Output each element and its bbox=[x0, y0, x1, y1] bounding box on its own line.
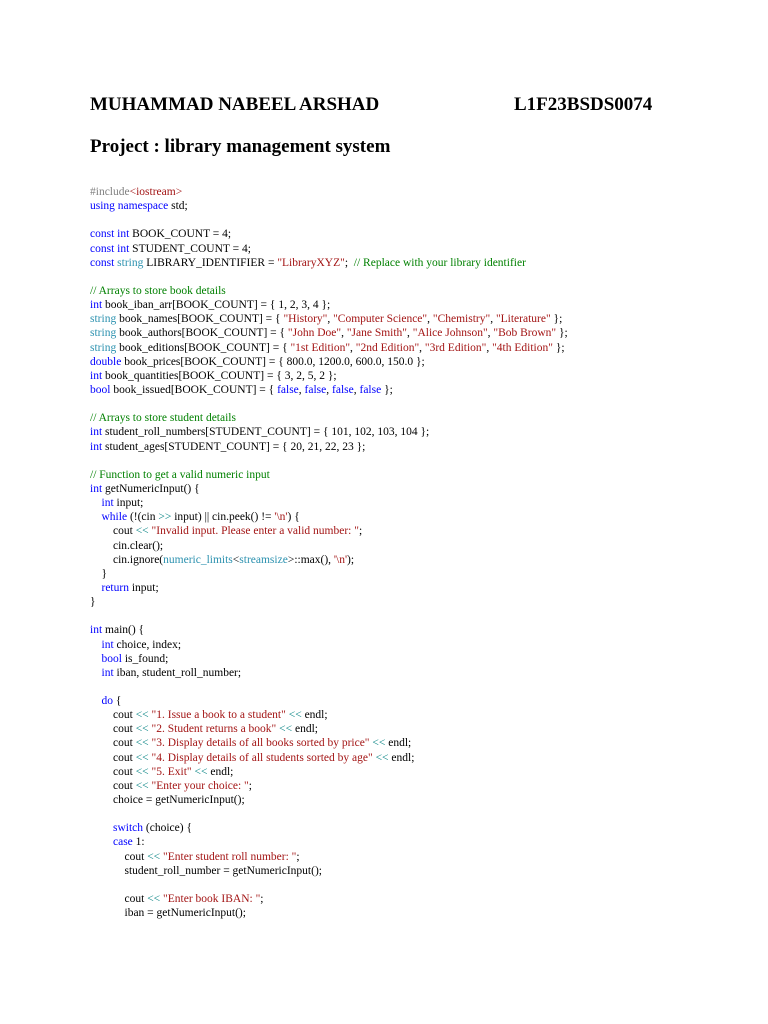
code-token: const int bbox=[90, 242, 130, 255]
code-line bbox=[90, 722, 750, 736]
code-line bbox=[90, 736, 750, 750]
code-token: "John Doe" bbox=[287, 327, 342, 340]
code-line bbox=[90, 482, 750, 496]
code-token: cout bbox=[90, 525, 136, 538]
code-line bbox=[90, 524, 750, 538]
code-token bbox=[90, 639, 102, 651]
code-token: (!(cin bbox=[127, 511, 159, 524]
code-token bbox=[90, 667, 102, 679]
code-line bbox=[90, 793, 750, 807]
code-line bbox=[90, 227, 750, 241]
code-token: '\n' bbox=[274, 511, 288, 524]
code-token: << bbox=[372, 737, 386, 750]
code-token: false bbox=[304, 383, 327, 396]
code-token: false bbox=[359, 383, 382, 396]
code-token: double bbox=[90, 355, 122, 368]
code-line bbox=[90, 835, 750, 849]
code-token: ; bbox=[260, 893, 264, 906]
code-line bbox=[90, 864, 750, 878]
code-token: << bbox=[135, 709, 149, 722]
code-token bbox=[90, 511, 102, 523]
code-token: } bbox=[90, 567, 108, 580]
code-token: cout bbox=[90, 737, 136, 750]
code-line bbox=[90, 440, 750, 454]
code-token: ) { bbox=[287, 511, 300, 524]
code-token: , bbox=[298, 383, 305, 396]
code-token: "Alice Johnson" bbox=[412, 327, 488, 340]
code-token: int bbox=[90, 624, 103, 637]
code-line bbox=[90, 312, 750, 326]
code-token: student_ages[STUDENT_COUNT] = { 20, 21, 22, 23 }; bbox=[102, 440, 366, 453]
code-token: , bbox=[427, 313, 433, 326]
code-token: <iostream> bbox=[129, 186, 183, 198]
code-token: while bbox=[101, 511, 128, 524]
code-token: is_found; bbox=[121, 652, 169, 665]
code-token: // Arrays to store book details bbox=[90, 284, 226, 297]
code-token: STUDENT_COUNT = 4; bbox=[129, 242, 251, 255]
code-line bbox=[90, 425, 750, 439]
code-token: LIBRARY_IDENTIFIER = bbox=[143, 256, 278, 269]
code-token: ; bbox=[248, 779, 252, 792]
code-token: book_iban_arr[BOOK_COUNT] = { 1, 2, 3, 4 }; bbox=[102, 299, 331, 312]
code-token: << bbox=[375, 751, 389, 764]
code-token: cout bbox=[90, 723, 136, 736]
code-line bbox=[90, 213, 750, 227]
code-token: endl; bbox=[292, 723, 318, 736]
code-token: , bbox=[341, 327, 347, 340]
code-token: cout bbox=[90, 779, 136, 792]
code-token: book_names[BOOK_COUNT] = { bbox=[116, 313, 284, 326]
code-token: , bbox=[487, 327, 494, 340]
code-token: bool bbox=[90, 383, 111, 396]
code-line bbox=[90, 680, 750, 694]
code-token bbox=[90, 653, 102, 665]
code-token: false bbox=[332, 383, 354, 396]
code-token: // Arrays to store student details bbox=[90, 412, 236, 425]
code-token: cout bbox=[90, 893, 148, 906]
code-token: endl; bbox=[301, 709, 328, 722]
code-token: "Jane Smith" bbox=[346, 327, 408, 340]
code-token: "Literature" bbox=[495, 313, 551, 326]
code-token: << bbox=[147, 893, 161, 906]
code-token: "1. Issue a book to a student" bbox=[151, 709, 286, 722]
code-token: "3. Display details of all books sorted by price" bbox=[151, 737, 370, 750]
code-line bbox=[90, 298, 750, 312]
code-line bbox=[90, 397, 750, 411]
code-line bbox=[90, 270, 750, 284]
code-token: cin.ignore( bbox=[90, 553, 164, 566]
code-line bbox=[90, 906, 750, 920]
code-token: "LibraryXYZ" bbox=[277, 256, 345, 269]
code-token: }; bbox=[381, 383, 393, 396]
code-line bbox=[90, 807, 750, 821]
code-token: } bbox=[90, 596, 96, 609]
code-token: book_prices[BOOK_COUNT] = { 800.0, 1200.0, 600.0, 150.0 }; bbox=[121, 355, 425, 368]
code-token: << bbox=[135, 765, 149, 778]
code-token: << bbox=[279, 723, 293, 736]
code-token: cout bbox=[90, 850, 148, 863]
code-line bbox=[90, 779, 750, 793]
code-token: // Function to get a valid numeric input bbox=[90, 468, 270, 481]
code-token: "Bob Brown" bbox=[493, 327, 557, 340]
code-token: using namespace bbox=[90, 200, 169, 213]
code-token: << bbox=[135, 779, 149, 792]
code-token: getNumericInput() { bbox=[102, 482, 200, 495]
code-token: << bbox=[194, 765, 208, 778]
code-line bbox=[90, 609, 750, 623]
code-line bbox=[90, 708, 750, 722]
code-token: std; bbox=[168, 200, 188, 213]
code-token: input; bbox=[113, 497, 144, 510]
code-token: student_roll_numbers[STUDENT_COUNT] = { 101, 102, 103, 104 }; bbox=[102, 426, 430, 439]
code-token: "5. Exit" bbox=[151, 765, 192, 778]
code-line bbox=[90, 878, 750, 892]
code-line bbox=[90, 185, 750, 199]
code-token: }; bbox=[552, 341, 565, 354]
code-token: "History" bbox=[283, 313, 328, 326]
code-token: main() { bbox=[102, 624, 145, 637]
code-line bbox=[90, 284, 750, 298]
code-token: , bbox=[486, 341, 493, 354]
code-line bbox=[90, 383, 750, 397]
code-token: case bbox=[113, 836, 133, 849]
code-token: switch bbox=[113, 822, 144, 835]
code-line bbox=[90, 242, 750, 256]
roll-number: L1F23BSDS0074 bbox=[514, 94, 653, 115]
code-line bbox=[90, 341, 750, 355]
code-token: , bbox=[326, 383, 333, 396]
code-token: string bbox=[90, 341, 117, 354]
code-token: "Chemistry" bbox=[432, 313, 491, 326]
code-token: ; bbox=[344, 256, 354, 269]
code-line bbox=[90, 496, 750, 510]
code-token: }; bbox=[550, 313, 563, 326]
code-token bbox=[90, 695, 102, 707]
code-line bbox=[90, 411, 750, 425]
code-token: do bbox=[101, 695, 113, 708]
code-token: int bbox=[90, 299, 103, 312]
code-line bbox=[90, 595, 750, 609]
code-token: , bbox=[353, 383, 360, 396]
code-token: int bbox=[90, 482, 103, 495]
code-token: ); bbox=[347, 553, 355, 566]
code-line bbox=[90, 821, 750, 835]
code-token: int bbox=[101, 666, 114, 679]
code-token: , bbox=[419, 341, 425, 354]
code-line bbox=[90, 199, 750, 213]
code-token: >::max(), bbox=[287, 553, 334, 566]
code-token: >> bbox=[158, 511, 172, 524]
code-token: // Replace with your library identifier bbox=[353, 256, 526, 269]
code-token: { bbox=[113, 695, 122, 708]
code-token: iban = getNumericInput(); bbox=[90, 907, 246, 920]
code-token: int bbox=[90, 369, 103, 382]
code-token bbox=[90, 582, 102, 594]
code-token: int bbox=[101, 638, 114, 651]
code-token: }; bbox=[556, 327, 568, 340]
code-token: const int bbox=[90, 228, 130, 241]
code-token: const bbox=[90, 256, 118, 269]
code-token: return bbox=[101, 581, 129, 594]
code-token bbox=[90, 822, 113, 834]
code-line bbox=[90, 638, 750, 652]
code-token: "4. Display details of all students sorted by age" bbox=[151, 751, 373, 764]
code-token: book_issued[BOOK_COUNT] = { bbox=[110, 383, 278, 396]
code-token: << bbox=[147, 850, 161, 863]
code-token: "4th Edition" bbox=[492, 341, 553, 354]
code-token: << bbox=[135, 751, 149, 764]
code-token: "3rd Edition" bbox=[424, 341, 487, 354]
code-token: iban, student_roll_number; bbox=[113, 666, 242, 679]
code-line bbox=[90, 369, 750, 383]
code-token: int bbox=[90, 440, 103, 453]
code-token: string bbox=[90, 327, 117, 340]
code-line bbox=[90, 666, 750, 680]
code-token: BOOK_COUNT = 4; bbox=[129, 228, 232, 241]
code-token: student_roll_number = getNumericInput(); bbox=[90, 864, 322, 877]
code-token: cout bbox=[90, 709, 136, 722]
code-line bbox=[90, 892, 750, 906]
code-token: int bbox=[90, 426, 103, 439]
code-token: 1: bbox=[132, 836, 145, 849]
code-token: string bbox=[117, 256, 144, 269]
code-token: "2. Student returns a book" bbox=[151, 723, 277, 736]
code-token: #include bbox=[90, 186, 130, 198]
code-token: bool bbox=[101, 652, 122, 665]
code-token: "Enter your choice: " bbox=[151, 779, 249, 792]
code-token: int bbox=[101, 497, 114, 510]
code-line bbox=[90, 567, 750, 581]
code-line bbox=[90, 355, 750, 369]
code-line bbox=[90, 652, 750, 666]
code-token: ; bbox=[296, 850, 300, 863]
code-line bbox=[90, 510, 750, 524]
code-token: "2nd Edition" bbox=[355, 341, 420, 354]
code-token bbox=[90, 836, 113, 848]
code-token: << bbox=[288, 709, 302, 722]
code-line bbox=[90, 765, 750, 779]
code-token: < bbox=[232, 553, 240, 566]
code-token: choice = getNumericInput(); bbox=[90, 794, 245, 807]
code-token: , bbox=[327, 313, 334, 326]
code-token: ; bbox=[358, 525, 363, 538]
code-token: book_editions[BOOK_COUNT] = { bbox=[116, 341, 291, 354]
code-token: << bbox=[135, 723, 149, 736]
code-token: '\n' bbox=[333, 553, 348, 566]
code-token: endl; bbox=[385, 737, 412, 750]
code-token: "1st Edition" bbox=[290, 341, 351, 354]
code-token: cout bbox=[90, 765, 136, 778]
code-token bbox=[90, 497, 102, 509]
code-line bbox=[90, 850, 750, 864]
code-token: numeric_limits bbox=[163, 553, 233, 566]
code-line bbox=[90, 623, 750, 637]
code-token: streamsize bbox=[239, 553, 288, 566]
code-line bbox=[90, 694, 750, 708]
code-token: , bbox=[350, 341, 356, 354]
code-token: cin.clear(); bbox=[90, 539, 164, 552]
code-token: string bbox=[90, 313, 117, 326]
code-line bbox=[90, 454, 750, 468]
code-token: << bbox=[135, 737, 149, 750]
code-token: endl; bbox=[388, 751, 415, 764]
code-listing bbox=[90, 185, 750, 920]
code-token: (choice) { bbox=[143, 822, 192, 835]
project-title: Project : library management system bbox=[90, 136, 391, 157]
code-token: "Enter student roll number: " bbox=[163, 850, 297, 863]
code-token: choice, index; bbox=[113, 638, 182, 651]
code-token: "Computer Science" bbox=[333, 313, 428, 326]
code-token: input) || cin.peek() != bbox=[171, 511, 275, 524]
author-name: MUHAMMAD NABEEL ARSHAD bbox=[90, 94, 380, 115]
code-token: book_quantities[BOOK_COUNT] = { 3, 2, 5, 2 }; bbox=[102, 369, 337, 382]
code-line bbox=[90, 468, 750, 482]
code-token: , bbox=[490, 313, 496, 326]
code-token: false bbox=[277, 383, 299, 396]
code-token: , bbox=[407, 327, 413, 340]
code-token: "Enter book IBAN: " bbox=[163, 893, 261, 906]
code-line bbox=[90, 553, 750, 567]
code-token: input; bbox=[128, 581, 159, 594]
code-line bbox=[90, 326, 750, 340]
code-token: endl; bbox=[207, 765, 234, 778]
code-token: << bbox=[135, 525, 149, 538]
code-line bbox=[90, 539, 750, 553]
code-line bbox=[90, 581, 750, 595]
code-line bbox=[90, 751, 750, 765]
code-token: cout bbox=[90, 751, 136, 764]
code-token: "Invalid input. Please enter a valid number: " bbox=[151, 525, 359, 538]
code-line bbox=[90, 256, 750, 270]
code-token: book_authors[BOOK_COUNT] = { bbox=[116, 327, 288, 340]
